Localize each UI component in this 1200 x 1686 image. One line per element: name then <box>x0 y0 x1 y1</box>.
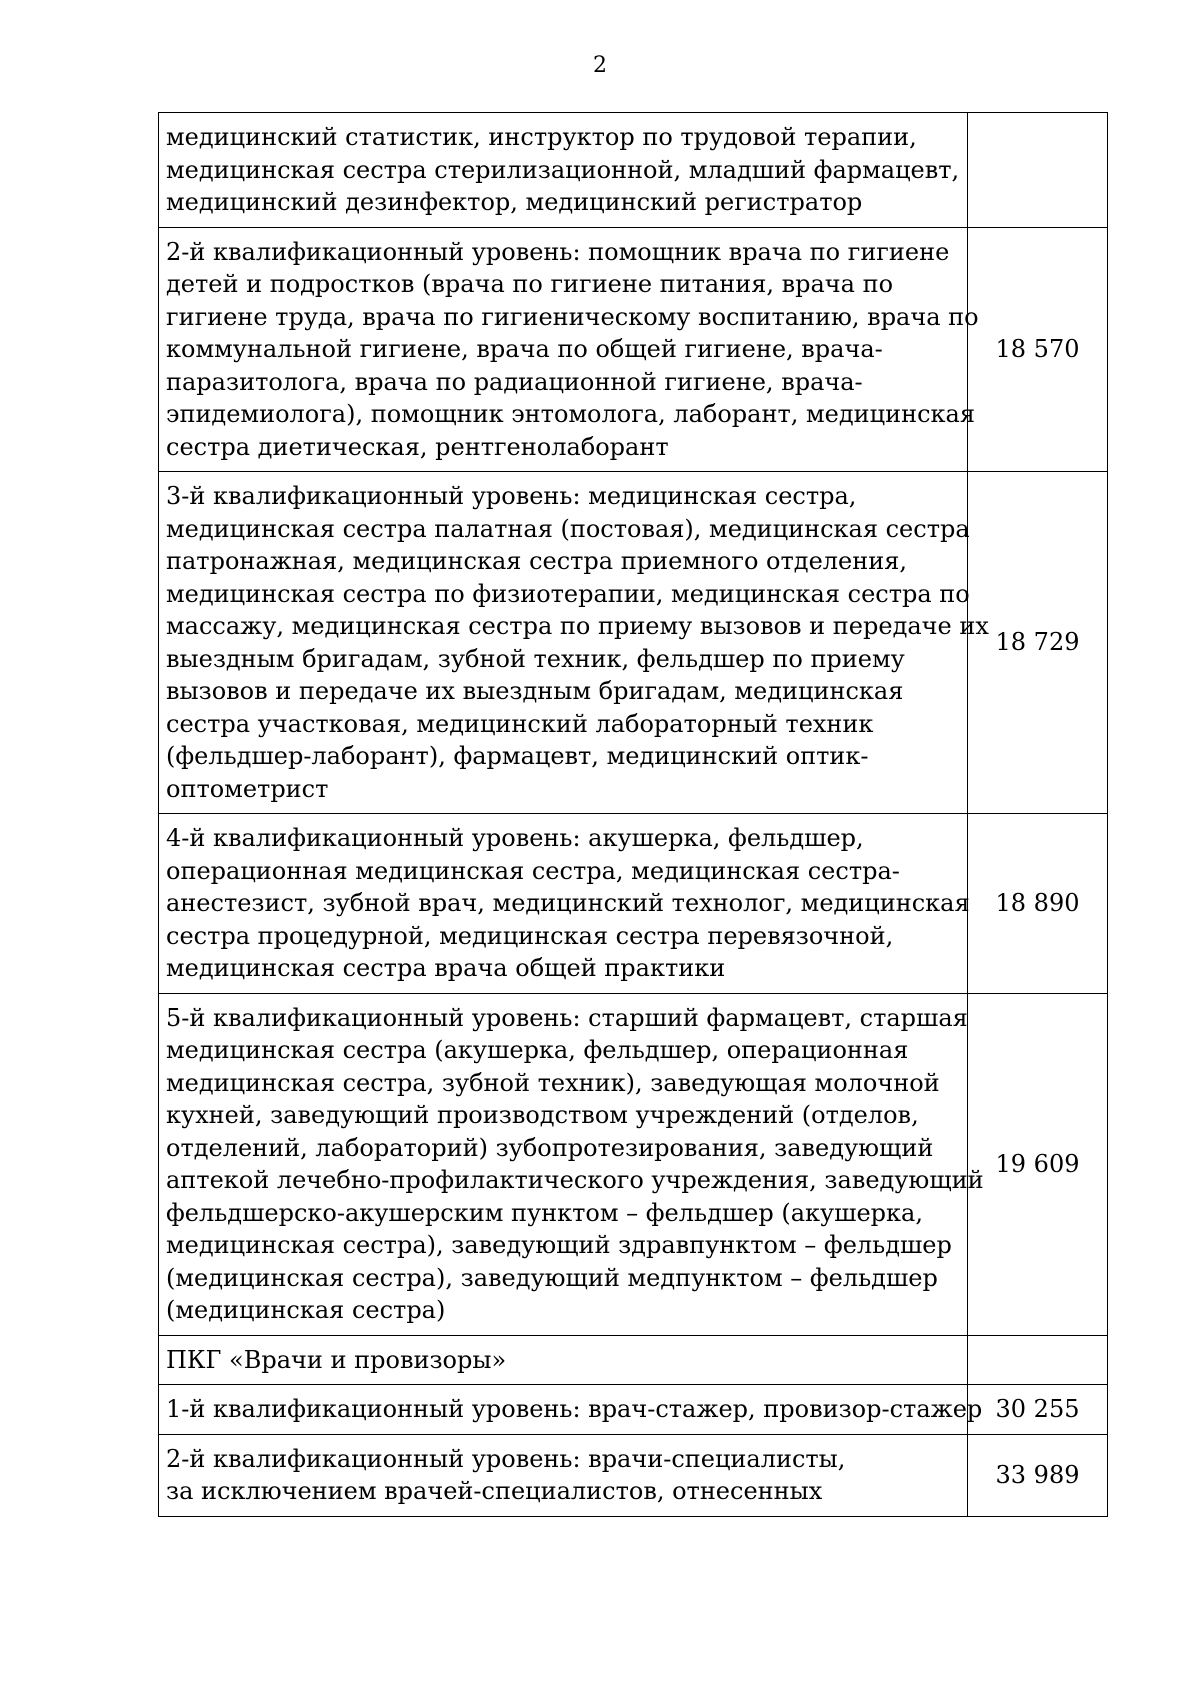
description-line: вызовов и передаче их выездным бригадам, медицинская <box>166 677 904 705</box>
description-line: аптекой лечебно-профилактического учреждения, заведующий <box>166 1166 984 1194</box>
description-line: (медицинская сестра), заведующий медпунктом – фельдшер <box>166 1263 938 1292</box>
description-line: 4-й квалификационный уровень: акушерка, фельдшер, <box>166 824 864 852</box>
description-line: медицинская сестра по физиотерапии, медицинская сестра по <box>166 579 970 608</box>
description-line: медицинский дезинфектор, медицинский регистратор <box>166 188 863 216</box>
description-line: (фельдшер-лаборант), фармацевт, медицинский оптик- <box>166 742 869 770</box>
salary-value-cell <box>968 1335 1108 1385</box>
description-line: оптометрист <box>166 774 329 803</box>
salary-value-cell: 18 570 <box>968 227 1108 472</box>
description-line: фельдшерско-акушерским пунктом – фельдшер (акушерка, <box>166 1198 923 1227</box>
description-line: за исключением врачей-специалистов, отнесенных <box>166 1477 823 1505</box>
table-row <box>159 113 1108 228</box>
table-row <box>159 472 1108 814</box>
page-number: 2 <box>593 53 607 78</box>
qualification-description-cell <box>159 1335 968 1385</box>
description-line: (медицинская сестра) <box>166 1296 446 1324</box>
description-line: 3-й квалификационный уровень: медицинская сестра, <box>166 482 857 510</box>
description-line: сестра участковая, медицинский лабораторный техник <box>166 709 874 738</box>
qualification-description-cell <box>159 113 968 228</box>
salary-value-cell <box>968 113 1108 228</box>
salary-value-cell: 30 255 <box>968 1385 1108 1435</box>
qualification-description-cell <box>159 1434 968 1516</box>
qualification-description-cell <box>159 1385 983 1435</box>
description-line: операционная медицинская сестра, медицинская сестра- <box>166 856 900 885</box>
description-line: сестра диетическая, рентгенолаборант <box>166 432 669 461</box>
description-line: отделений, лабораторий) зубопротезирования, заведующий <box>166 1133 934 1162</box>
description-line: медицинский статистик, инструктор по трудовой терапии, <box>166 123 917 151</box>
table-row <box>159 227 1108 472</box>
description-line: медицинская сестра (акушерка, фельдшер, операционная <box>166 1036 909 1064</box>
table-row <box>159 993 1108 1335</box>
description-line: медицинская сестра, зубной техник), заведующая молочной <box>166 1068 940 1097</box>
salary-table <box>158 112 1108 1517</box>
qualification-description-cell <box>159 472 989 814</box>
description-line: медицинская сестра стерилизационной, младший фармацевт, <box>166 155 960 184</box>
qualification-description-cell <box>159 227 979 472</box>
salary-value-cell: 18 729 <box>968 472 1108 814</box>
description-line: массажу, медицинская сестра по приему вызовов и передаче их <box>166 612 989 640</box>
table-body <box>159 113 1108 1517</box>
description-line: 2-й квалификационный уровень: врачи-специалисты, <box>166 1444 846 1473</box>
description-line: 2-й квалификационный уровень: помощник врача по гигиене <box>166 237 950 266</box>
qualification-description-cell <box>159 814 968 994</box>
description-line: коммунальной гигиене, врача по общей гигиене, врача- <box>166 335 883 363</box>
table-row <box>159 1335 1108 1385</box>
description-line: анестезист, зубной врач, медицинский технолог, медицинская <box>166 889 970 917</box>
description-line: медицинская сестра палатная (постовая), медицинская сестра <box>166 514 970 543</box>
salary-value-cell: 18 890 <box>968 814 1108 994</box>
description-line: медицинская сестра врача общей практики <box>166 954 726 982</box>
description-line: детей и подростков (врача по гигиене питания, врача по <box>166 270 894 298</box>
qualification-description-cell <box>159 993 984 1335</box>
description-line: сестра процедурной, медицинская сестра перевязочной, <box>166 921 894 950</box>
description-line: выездным бригадам, зубной техник, фельдшер по приему <box>166 644 905 673</box>
description-line: паразитолога, врача по радиационной гигиене, врача- <box>166 367 863 396</box>
table-row <box>159 1385 1108 1435</box>
description-line: эпидемиолога), помощник энтомолога, лаборант, медицинская <box>166 400 975 428</box>
description-line: кухней, заведующий производством учреждений (отделов, <box>166 1101 919 1129</box>
salary-value-cell: 19 609 <box>968 993 1108 1335</box>
description-line: гигиене труда, врача по гигиеническому воспитанию, врача по <box>166 302 979 331</box>
description-line: патронажная, медицинская сестра приемного отделения, <box>166 547 907 575</box>
table-row <box>159 1434 1108 1516</box>
salary-value-cell: 33 989 <box>968 1434 1108 1516</box>
table-row <box>159 814 1108 994</box>
description-line: медицинская сестра), заведующий здравпунктом – фельдшер <box>166 1231 952 1259</box>
description-line: 1-й квалификационный уровень: врач-стажер, провизор-стажер <box>166 1395 983 1423</box>
description-line: ПКГ «Врачи и провизоры» <box>166 1345 507 1374</box>
description-line: 5-й квалификационный уровень: старший фармацевт, старшая <box>166 1003 968 1032</box>
